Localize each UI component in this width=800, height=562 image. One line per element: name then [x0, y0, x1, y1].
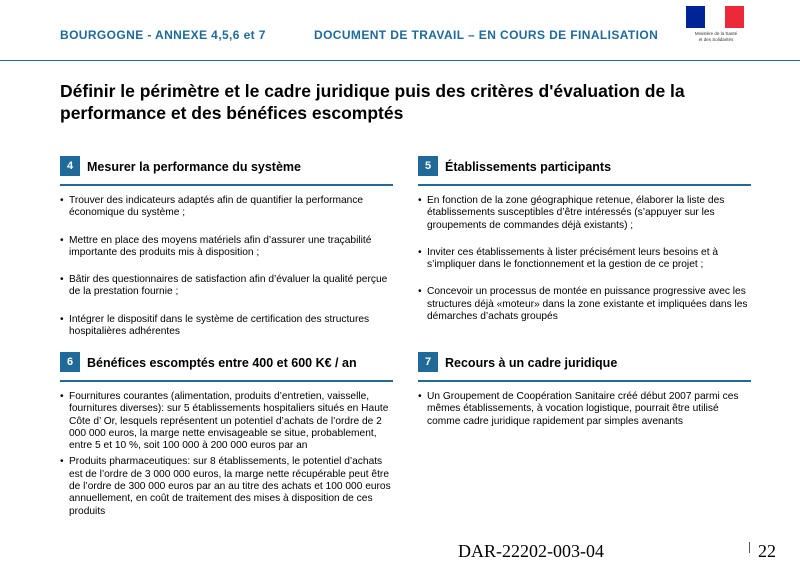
list-item: • En fonction de la zone géographique retenue, élaborer la liste des établissements susceptibles d’être intéressés (s’appuyer sur les groupements de commandes déjà existants) ; — [418, 195, 751, 232]
ministry-logo — [686, 6, 746, 58]
section-number-badge: 6 — [60, 352, 80, 372]
section-title: Bénéfices escomptés entre 400 et 600 K€ / an — [87, 356, 357, 370]
section-title: Établissements participants — [445, 160, 612, 174]
bullet-list — [418, 195, 751, 323]
section-legal-framework — [418, 352, 751, 428]
list-item: • Un Groupement de Coopération Sanitaire créé début 2007 parmi ces mêmes établissements, à vocation logistique, pourrait être utilisé comme cadre juridique rapidement par simples avenants — [418, 391, 751, 428]
list-item: • Intégrer le dispositif dans le système de certification des structures hospitalières adhérentes — [60, 314, 393, 339]
flag-stripe-blue — [686, 6, 705, 28]
section-number-badge: 4 — [60, 156, 80, 176]
section-title: Recours à un cadre juridique — [445, 356, 618, 370]
flag-stripe-red — [725, 6, 744, 28]
flag-stripe-white — [705, 6, 724, 28]
header-divider — [0, 60, 800, 61]
logo-line-2: et des Solidarités — [698, 36, 734, 42]
logo-line-1: Ministère de la Santé — [694, 31, 738, 36]
section-header — [418, 156, 751, 186]
section-title: Mesurer la performance du système — [87, 160, 301, 174]
french-flag-icon — [686, 6, 744, 28]
section-measure-performance — [60, 156, 393, 353]
page-number: 22 — [758, 541, 776, 561]
list-item: • Produits pharmaceutiques: sur 8 établissements, le potentiel d’achats est de l’ordre de 3 000 000 euros, la marge nette récupérable peut être de l’ordre de 300 000 euros par an au titre des achats et 100 000 euros annuellement, en coût de traitement des mises à disposition de ces produits — [60, 456, 393, 517]
section-participating-establishments — [418, 156, 751, 338]
header-status-text: DOCUMENT DE TRAVAIL – EN COURS DE FINALISATION — [314, 28, 659, 42]
document-reference: DAR-22202-003-04 — [458, 541, 604, 561]
list-item: • Bâtir des questionnaires de satisfaction afin d’évaluer la qualité perçue de la prestation fournie ; — [60, 274, 393, 299]
footer-divider — [749, 542, 750, 553]
section-header — [418, 352, 751, 382]
bullet-list — [60, 195, 393, 338]
list-item: • Inviter ces établissements à lister précisément leurs besoins et à s’impliquer dans le fonctionnement et la gestion de ce projet ; — [418, 247, 751, 272]
list-item: • Mettre en place des moyens matériels afin d’assurer une traçabilité importante des produits mis à disposition ; — [60, 235, 393, 260]
bullet-list — [418, 391, 751, 428]
list-item: • Fournitures courantes (alimentation, produits d’entretien, vaisselle, fournitures diverses): sur 5 établissements hospitaliers situés en Haute Côte d’ Or, lesquels représentent un potentiel d’achats de l’ordre de 2 000 000 euros, la marge nette envisageable se situe, probablement, entre 5 et 10 %, soit 100 000 à 200 000 euros par an — [60, 391, 393, 452]
section-expected-benefits — [60, 352, 393, 522]
list-item: • Concevoir un processus de montée en puissance progressive avec les structures déjà «moteur» dans la zone existante et impliquées dans les démarches d’achats groupés — [418, 286, 751, 323]
bullet-list — [60, 391, 393, 518]
section-number-badge: 5 — [418, 156, 438, 176]
section-number-badge: 7 — [418, 352, 438, 372]
section-header — [60, 352, 393, 382]
page-title: Définir le périmètre et le cadre juridique puis des critères d'évaluation de la performance et des bénéfices escomptés — [60, 81, 685, 123]
header-left-text: BOURGOGNE - ANNEXE 4,5,6 et 7 — [60, 28, 266, 42]
list-item: • Trouver des indicateurs adaptés afin de quantifier la performance économique du système ; — [60, 195, 393, 220]
section-header — [60, 156, 393, 186]
